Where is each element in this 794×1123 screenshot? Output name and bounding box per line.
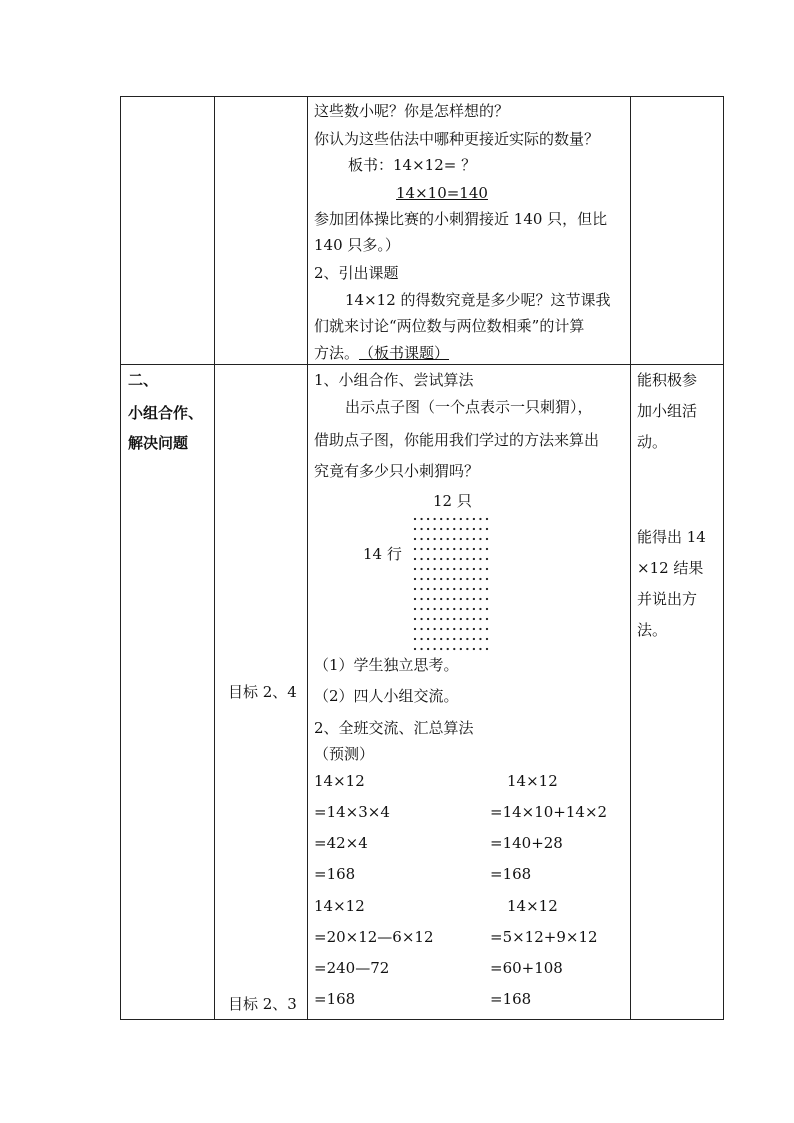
dot <box>440 608 442 610</box>
dot-grid-column-label: 12 只 <box>433 492 472 510</box>
calc-right-a-3: =140+28 <box>490 834 563 852</box>
dot <box>460 568 462 570</box>
dot <box>447 578 449 580</box>
dot <box>466 518 468 520</box>
dot <box>473 638 475 640</box>
dot <box>466 538 468 540</box>
dot <box>433 648 435 650</box>
dot <box>427 588 429 590</box>
dot <box>479 618 481 620</box>
row1-line-8: 14×12 的得数究竟是多少呢？这节课我 <box>345 291 611 309</box>
dot <box>453 568 455 570</box>
dot <box>486 608 488 610</box>
dot <box>453 608 455 610</box>
dot <box>433 608 435 610</box>
dot <box>453 578 455 580</box>
table-row-divider <box>120 364 724 365</box>
dot <box>486 628 488 630</box>
dot <box>440 538 442 540</box>
step-1: （1）学生独立思考。 <box>314 656 459 674</box>
dot <box>433 568 435 570</box>
dot <box>420 598 422 600</box>
dot <box>447 638 449 640</box>
evaluation-line-1: 能积极参 <box>637 371 698 389</box>
dot <box>473 538 475 540</box>
calc-left-b-4: =168 <box>314 990 356 1008</box>
dot <box>460 638 462 640</box>
dot <box>427 568 429 570</box>
dot <box>460 608 462 610</box>
dot <box>479 538 481 540</box>
dot <box>473 598 475 600</box>
table-border-right <box>723 96 724 1020</box>
evaluation-line-5: ×12 结果 <box>637 559 704 577</box>
dot <box>420 558 422 560</box>
dot <box>486 548 488 550</box>
dot-grid-row-label: 14 行 <box>363 545 402 563</box>
dot <box>466 598 468 600</box>
dot <box>453 618 455 620</box>
calc-left-b-2: =20×12—6×12 <box>314 928 434 946</box>
dot <box>414 598 416 600</box>
evaluation-line-2: 加小组活 <box>637 402 698 420</box>
dot <box>427 558 429 560</box>
calc-right-b-3: =60+108 <box>490 959 563 977</box>
dot <box>473 518 475 520</box>
dot <box>466 548 468 550</box>
dot <box>440 528 442 530</box>
dot <box>420 588 422 590</box>
dot <box>420 568 422 570</box>
dot <box>447 518 449 520</box>
calc-left-a-2: =14×3×4 <box>314 803 390 821</box>
dot <box>486 518 488 520</box>
dot <box>447 538 449 540</box>
board-writing-estimate: 14×10=140 <box>396 184 488 202</box>
evaluation-line-4: 能得出 14 <box>637 528 706 546</box>
dot <box>433 638 435 640</box>
dot <box>420 618 422 620</box>
dot <box>473 548 475 550</box>
dot <box>414 638 416 640</box>
dot <box>473 578 475 580</box>
dot <box>479 518 481 520</box>
dot <box>486 618 488 620</box>
dot <box>440 638 442 640</box>
calc-right-a-4: =168 <box>490 865 532 883</box>
dot <box>414 548 416 550</box>
calc-left-a-3: =42×4 <box>314 834 368 852</box>
dot <box>453 528 455 530</box>
activity-line-2: 出示点子图（一个点表示一只刺猬）， <box>345 398 593 416</box>
dot <box>453 598 455 600</box>
dot <box>460 578 462 580</box>
calc-left-b-3: =240—72 <box>314 959 390 977</box>
dot <box>427 648 429 650</box>
dot <box>440 618 442 620</box>
dot <box>473 608 475 610</box>
dot <box>479 648 481 650</box>
dot <box>479 598 481 600</box>
dot <box>440 578 442 580</box>
dot <box>479 608 481 610</box>
dot-grid-figure <box>412 516 490 652</box>
activity-line-4: 究竟有多少只小刺猬吗？ <box>314 462 480 480</box>
dot <box>466 618 468 620</box>
dot <box>427 528 429 530</box>
board-title-note: （板书课题） <box>359 344 450 362</box>
dot <box>447 588 449 590</box>
dot <box>414 648 416 650</box>
dot <box>414 518 416 520</box>
step-2: （2）四人小组交流。 <box>314 687 459 705</box>
dot <box>486 638 488 640</box>
dot <box>486 598 488 600</box>
dot <box>427 538 429 540</box>
dot <box>479 578 481 580</box>
dot <box>466 628 468 630</box>
dot <box>466 578 468 580</box>
dot <box>453 538 455 540</box>
dot <box>447 528 449 530</box>
dot <box>433 578 435 580</box>
dot <box>427 618 429 620</box>
dot <box>486 538 488 540</box>
evaluation-line-3: 动。 <box>637 433 668 451</box>
row1-subheading: 2、引出课题 <box>314 264 399 282</box>
dot <box>473 528 475 530</box>
dot <box>447 558 449 560</box>
dot <box>473 628 475 630</box>
calc-right-b-2: =5×12+9×12 <box>490 928 598 946</box>
dot <box>466 608 468 610</box>
dot <box>460 598 462 600</box>
dot <box>460 558 462 560</box>
dot <box>440 598 442 600</box>
activity-heading-2: 2、全班交流、汇总算法 <box>314 719 474 737</box>
dot <box>460 648 462 650</box>
dot <box>466 528 468 530</box>
dot <box>460 528 462 530</box>
dot <box>433 528 435 530</box>
table-border-bottom <box>120 1019 724 1020</box>
dot <box>420 538 422 540</box>
dot <box>414 588 416 590</box>
stage-title-2: 解决问题 <box>128 434 189 452</box>
activity-heading-1: 1、小组合作、尝试算法 <box>314 371 474 389</box>
table-col-divider-1 <box>214 96 215 1020</box>
row1-line-10: 方法。 <box>314 344 360 362</box>
dot <box>479 638 481 640</box>
dot <box>460 588 462 590</box>
dot <box>447 568 449 570</box>
goal-label-2: 目标 2、3 <box>228 995 297 1013</box>
dot <box>427 518 429 520</box>
dot <box>440 628 442 630</box>
evaluation-line-7: 法。 <box>637 621 668 639</box>
dot <box>473 618 475 620</box>
dot <box>440 518 442 520</box>
dot <box>453 518 455 520</box>
dot <box>427 598 429 600</box>
dot <box>486 568 488 570</box>
dot <box>466 568 468 570</box>
dot <box>427 578 429 580</box>
dot <box>420 648 422 650</box>
dot <box>414 608 416 610</box>
dot <box>453 648 455 650</box>
dot <box>427 548 429 550</box>
dot <box>433 518 435 520</box>
dot <box>486 528 488 530</box>
table-col-divider-2 <box>307 96 308 1020</box>
dot <box>466 648 468 650</box>
dot <box>479 548 481 550</box>
calc-left-a-1: 14×12 <box>314 772 365 790</box>
dot <box>433 588 435 590</box>
dot <box>420 608 422 610</box>
stage-number: 二、 <box>128 371 159 389</box>
table-border-top <box>120 96 724 97</box>
dot <box>473 558 475 560</box>
dot <box>453 558 455 560</box>
dot <box>433 628 435 630</box>
dot <box>460 538 462 540</box>
dot <box>414 618 416 620</box>
dot <box>447 628 449 630</box>
dot <box>414 538 416 540</box>
dot <box>447 548 449 550</box>
dot <box>466 638 468 640</box>
dot <box>427 638 429 640</box>
dot <box>420 528 422 530</box>
prediction-label: （预测） <box>314 745 375 763</box>
dot <box>414 528 416 530</box>
dot <box>420 518 422 520</box>
dot <box>414 558 416 560</box>
dot <box>433 618 435 620</box>
dot <box>460 548 462 550</box>
dot <box>486 648 488 650</box>
dot <box>427 628 429 630</box>
dot <box>440 558 442 560</box>
dot <box>414 628 416 630</box>
dot <box>460 518 462 520</box>
dot <box>447 618 449 620</box>
row1-line-6: 140 只多。） <box>314 236 400 254</box>
dot <box>473 648 475 650</box>
calc-left-a-4: =168 <box>314 865 356 883</box>
dot <box>433 598 435 600</box>
dot <box>479 588 481 590</box>
row1-line-1: 这些数小呢？你是怎样想的？ <box>314 102 510 120</box>
dot <box>453 638 455 640</box>
dot <box>479 558 481 560</box>
dot <box>466 558 468 560</box>
dot <box>447 648 449 650</box>
dot <box>433 558 435 560</box>
dot <box>453 548 455 550</box>
dot <box>486 578 488 580</box>
dot <box>414 568 416 570</box>
dot <box>420 628 422 630</box>
dot <box>447 608 449 610</box>
dot <box>440 548 442 550</box>
dot <box>447 598 449 600</box>
calc-right-a-2: =14×10+14×2 <box>490 803 608 821</box>
row1-line-5: 参加团体操比赛的小刺猬接近 140 只，但比 <box>314 210 608 228</box>
dot <box>466 588 468 590</box>
dot <box>453 588 455 590</box>
dot <box>433 538 435 540</box>
row1-line-9: 们就来讨论“两位数与两位数相乘”的计算 <box>314 317 585 335</box>
dot <box>479 628 481 630</box>
dot <box>479 568 481 570</box>
table-col-divider-3 <box>630 96 631 1020</box>
dot <box>473 568 475 570</box>
dot <box>420 638 422 640</box>
dot <box>440 648 442 650</box>
calc-right-a-1: 14×12 <box>507 772 558 790</box>
dot <box>486 588 488 590</box>
calc-right-b-1: 14×12 <box>507 897 558 915</box>
evaluation-line-6: 并说出方 <box>637 590 698 608</box>
dot <box>433 548 435 550</box>
board-writing-label: 板书：14×12= ？ <box>348 156 477 174</box>
stage-title-1: 小组合作、 <box>128 404 204 422</box>
calc-right-b-4: =168 <box>490 990 532 1008</box>
dot <box>460 618 462 620</box>
dot <box>427 608 429 610</box>
goal-label-1: 目标 2、4 <box>228 683 297 701</box>
dot <box>453 628 455 630</box>
dot <box>460 628 462 630</box>
dot <box>420 578 422 580</box>
table-border-left <box>120 96 121 1020</box>
dot <box>440 588 442 590</box>
calc-left-b-1: 14×12 <box>314 897 365 915</box>
activity-line-3: 借助点子图，你能用我们学过的方法来算出 <box>314 431 600 449</box>
dot <box>414 578 416 580</box>
dot <box>479 528 481 530</box>
dot <box>486 558 488 560</box>
dot <box>420 548 422 550</box>
dot <box>473 588 475 590</box>
row1-line-2: 你认为这些估法中哪种更接近实际的数量？ <box>314 130 600 148</box>
dot <box>440 568 442 570</box>
